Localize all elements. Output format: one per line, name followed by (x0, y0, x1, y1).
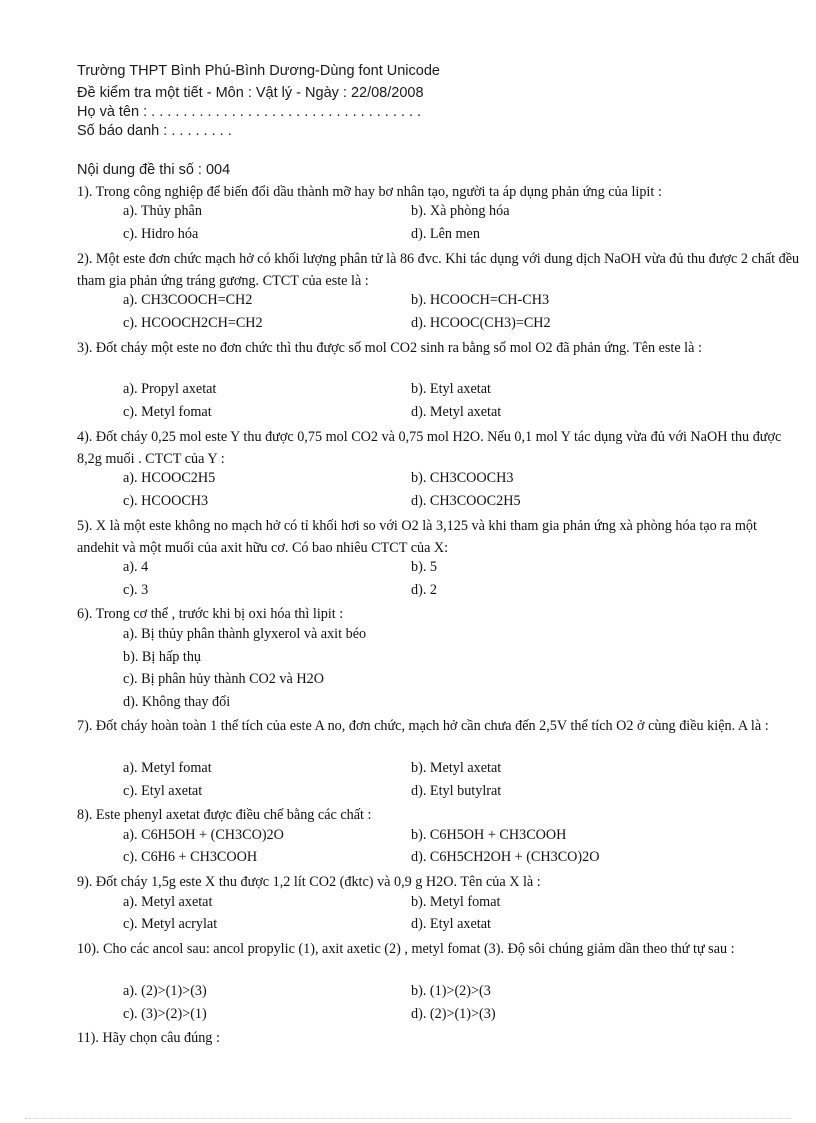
q4-option-a: a). HCOOC2H5 (123, 470, 216, 486)
q2-option-b: b). HCOOCH=CH-CH3 (411, 292, 550, 308)
q6-option-a: a). Bị thủy phân thành glyxerol và axit béo (123, 626, 367, 642)
exam-code: Nội dung đề thi số : 004 (77, 162, 231, 178)
name-field: Họ và tên : . . . . . . . . . . . . . . . . . . . . . . . . . . . . . . . . . . (77, 104, 422, 120)
q10-option-c: c). (3)>(2)>(1) (123, 1006, 207, 1022)
question-7: 7). Đốt cháy hoàn toàn 1 thể tích của este A no, đơn chức, mạch hở cần chưa đến 2,5V thể tích O2 ở cùng điều kiện. A là : (77, 718, 769, 734)
q10-option-d: d). (2)>(1)>(3) (411, 1006, 496, 1022)
q3-option-a: a). Propyl axetat (123, 381, 217, 397)
question-5: 5). X là một este không no mạch hở có tỉ khối hơi so với O2 là 3,125 và khi tham gia phản ứng xà phòng hóa tạo ra một andehit và một muối của axit hữu cơ. Có bao nhiêu CTCT của X: (77, 518, 757, 556)
q5-option-c: c). 3 (123, 582, 149, 598)
q6-option-c: c). Bị phân hủy thành CO2 và H2O (123, 671, 324, 687)
q6-option-d: d). Không thay đổi (123, 694, 231, 710)
q10-option-a: a). (2)>(1)>(3) (123, 983, 207, 999)
question-10: 10). Cho các ancol sau: ancol propylic (1), axit axetic (2) , metyl fomat (3). Độ sôi chúng giảm dần theo thứ tự sau : (77, 941, 735, 957)
question-11: 11). Hãy chọn câu đúng : (77, 1030, 220, 1046)
q4-option-d: d). CH3COOC2H5 (411, 493, 521, 509)
q3-option-b: b). Etyl axetat (411, 381, 491, 397)
q1-option-a: a). Thủy phân (123, 203, 202, 219)
q8-option-b: b). C6H5OH + CH3COOH (411, 827, 567, 843)
q7-option-d: d). Etyl butylrat (411, 783, 502, 799)
q4-option-c: c). HCOOCH3 (123, 493, 209, 509)
q9-option-d: d). Etyl axetat (411, 916, 491, 932)
school-header: Trường THPT Bình Phú-Bình Dương-Dùng font Unicode (77, 63, 440, 79)
exam-title: Đề kiểm tra một tiết - Môn : Vật lý - Ngày : 22/08/2008 (77, 85, 424, 101)
q10-option-b: b). (1)>(2)>(3 (411, 983, 491, 999)
q1-option-d: d). Lên men (411, 226, 480, 242)
question-1: 1). Trong công nghiệp để biến đổi dầu thành mỡ hay bơ nhân tạo, người ta áp dụng phản ứng của lipit : (77, 184, 662, 200)
q2-option-c: c). HCOOCH2CH=CH2 (123, 315, 263, 331)
q7-option-a: a). Metyl fomat (123, 760, 212, 776)
q9-option-c: c). Metyl acrylat (123, 916, 218, 932)
footer-divider (25, 1118, 791, 1119)
q4-option-b: b). CH3COOCH3 (411, 470, 514, 486)
q8-option-d: d). C6H5CH2OH + (CH3CO)2O (411, 849, 600, 865)
q5-option-d: d). 2 (411, 582, 438, 598)
q1-option-c: c). Hidro hóa (123, 226, 199, 242)
q2-option-a: a). CH3COOCH=CH2 (123, 292, 253, 308)
q3-option-d: d). Metyl axetat (411, 404, 502, 420)
q3-option-c: c). Metyl fomat (123, 404, 212, 420)
student-id-field: Số báo danh : . . . . . . . . (77, 123, 232, 139)
q6-option-b: b). Bị hấp thụ (123, 649, 202, 665)
question-2: 2). Một este đơn chức mạch hở có khối lượng phân tử là 86 đvc. Khi tác dụng với dung dịch NaOH vừa đủ thu được 2 chất đều tham gia phản ứng tráng gương. CTCT của este là : (77, 251, 800, 289)
question-9: 9). Đốt cháy 1,5g este X thu được 1,2 lít CO2 (đktc) và 0,9 g H2O. Tên của X là : (77, 874, 541, 890)
question-3: 3). Đốt cháy một este no đơn chức thì thu được số mol CO2 sinh ra bằng số mol O2 đã phản ứng. Tên este là : (77, 340, 702, 356)
q2-option-d: d). HCOOC(CH3)=CH2 (411, 315, 551, 331)
q8-option-c: c). C6H6 + CH3COOH (123, 849, 258, 865)
q5-option-a: a). 4 (123, 559, 149, 575)
q7-option-b: b). Metyl axetat (411, 760, 502, 776)
question-4: 4). Đốt cháy 0,25 mol este Y thu được 0,75 mol CO2 và 0,75 mol H2O. Nếu 0,1 mol Y tác dụng vừa đủ với NaOH thu được 8,2g muối . CTCT của Y : (77, 429, 782, 467)
q8-option-a: a). C6H5OH + (CH3CO)2O (123, 827, 284, 843)
question-8: 8). Este phenyl axetat được điều chế bằng các chất : (77, 807, 372, 823)
q9-option-a: a). Metyl axetat (123, 894, 213, 910)
q9-option-b: b). Metyl fomat (411, 894, 501, 910)
q1-option-b: b). Xà phòng hóa (411, 203, 510, 219)
question-6: 6). Trong cơ thể , trước khi bị oxi hóa thì lipit : (77, 606, 344, 622)
q5-option-b: b). 5 (411, 559, 438, 575)
q7-option-c: c). Etyl axetat (123, 783, 203, 799)
